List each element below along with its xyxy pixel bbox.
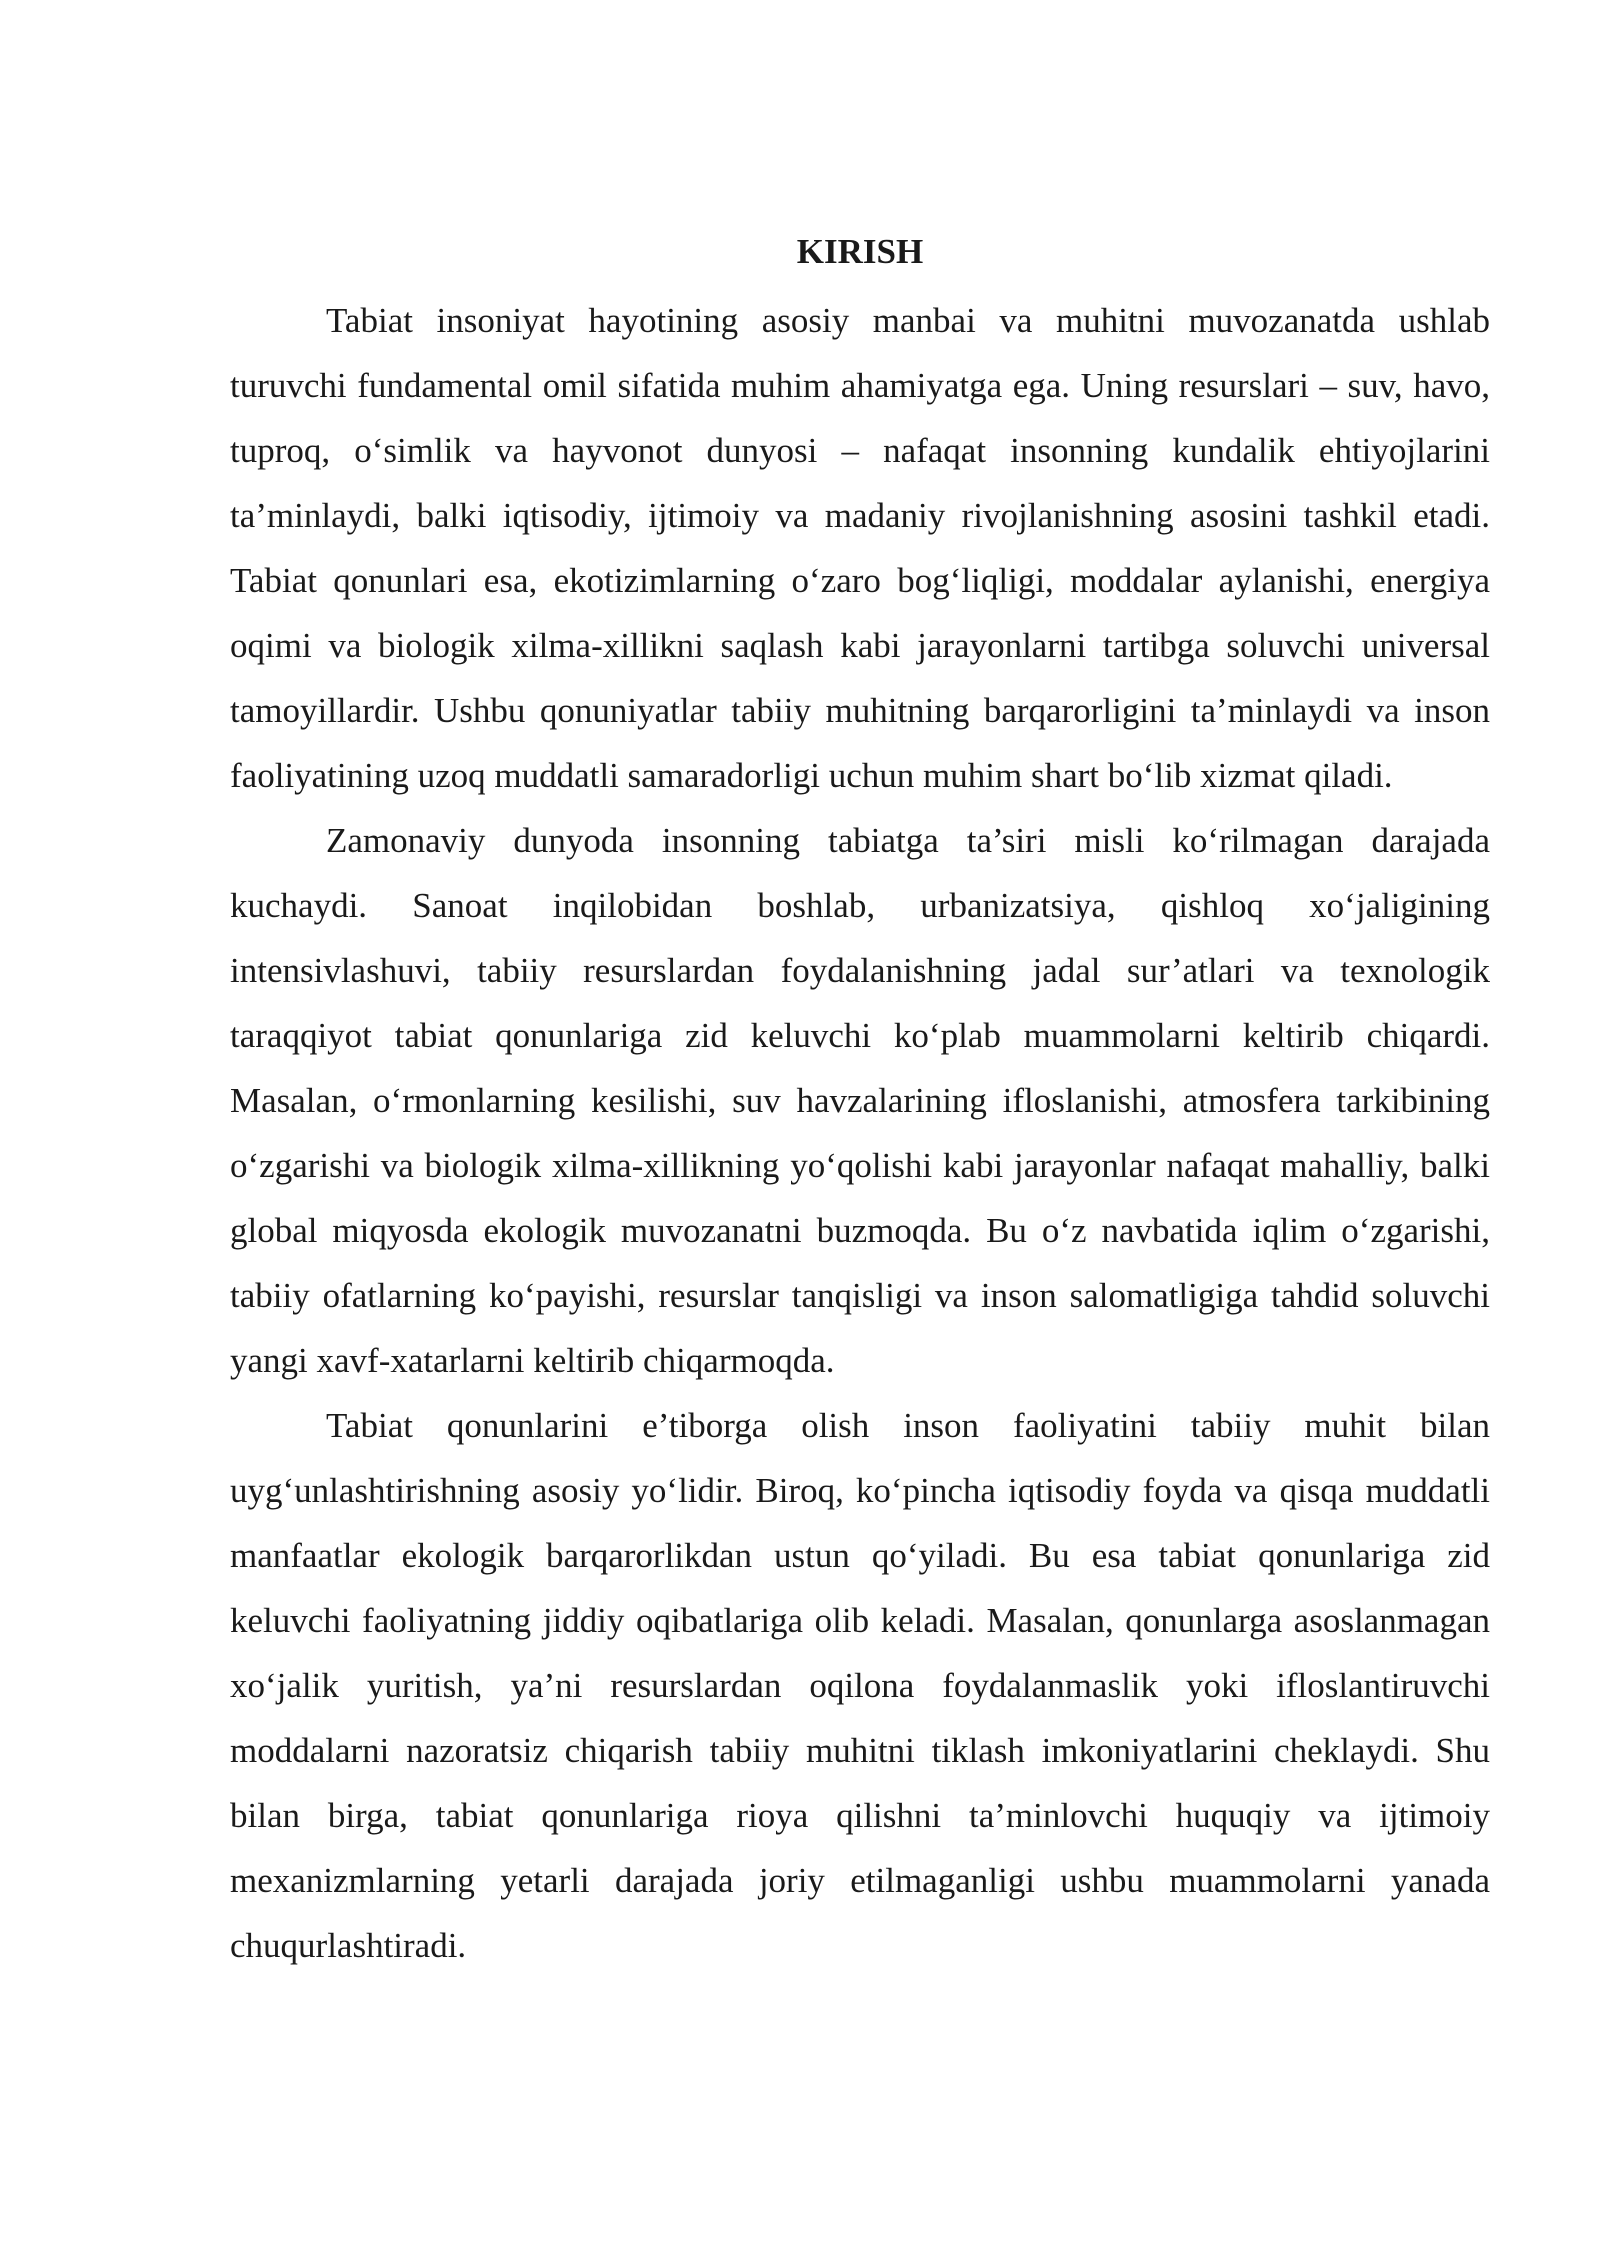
page-title: KIRISH xyxy=(796,232,924,271)
paragraph-3: Tabiat qonunlarini e’tiborga olish inson faoliyatini tabiiy muhit bilan uyg‘unlashtirishning asosiy yo‘lidir. Biroq, ko‘pincha iqtisodiy foyda va qisqa muddatli manfaatlar ekologik barqarorlikdan ustun qo‘yiladi. Bu esa tabiat qonunlariga zid keluvchi faoliyatning jiddiy oqibatlariga olib keladi. Masalan, qonunlarga asoslanmagan xo‘jalik yuritish, ya’ni resurslardan oqilona foydalanmaslik yoki ifloslantiruvchi moddalarni nazoratsiz chiqarish tabiiy muhitni tiklash imkoniyatlarini cheklaydi. Shu bilan birga, tabiat qonunlariga rioya qilishni ta’minlovchi huquqiy va ijtimoiy mexanizmlarning yetarli darajada joriy etilmaganligi ushbu muammolarni yanada chuqurlashtiradi. xyxy=(230,1406,1490,1965)
paragraph-2: Zamonaviy dunyoda insonning tabiatga ta’siri misli ko‘rilmagan darajada kuchaydi. Sanoat inqilobidan boshlab, urbanizatsiya, qishloq xo‘jaligining intensivlashuvi, tabiiy resurslardan foydalanishning jadal sur’atlari va texnologik taraqqiyot tabiat qonunlariga zid keluvchi ko‘plab muammolarni keltirib chiqardi. Masalan, o‘rmonlarning kesilishi, suv havzalarining ifloslanishi, atmosfera tarkibining o‘zgarishi va biologik xilma-xillikning yo‘qolishi kabi jarayonlar nafaqat mahalliy, balki global miqyosda ekologik muvozanatni buzmoqda. Bu o‘z navbatida iqlim o‘zgarishi, tabiiy ofatlarning ko‘payishi, resurslar tanqisligi va inson salomatligiga tahdid soluvchi yangi xavf-xatarlarni keltirib chiqarmoqda. xyxy=(230,821,1490,1380)
paragraph-1: Tabiat insoniyat hayotining asosiy manbai va muhitni muvozanatda ushlab turuvchi fundamental omil sifatida muhim ahamiyatga ega. Uning resurslari – suv, havo, tuproq, o‘simlik va hayvonot dunyosi – nafaqat insonning kundalik ehtiyojlarini ta’minlaydi, balki iqtisodiy, ijtimoiy va madaniy rivojlanishning asosini tashkil etadi. Tabiat qonunlari esa, ekotizimlarning o‘zaro bog‘liqligi, moddalar aylanishi, energiya oqimi va biologik xilma-xillikni saqlash kabi jarayonlarni tartibga soluvchi universal tamoyillardir. Ushbu qonuniyatlar tabiiy muhitning barqarorligini ta’minlaydi va inson faoliyatining uzoq muddatli samaradorligi uchun muhim shart bo‘lib xizmat qiladi. xyxy=(230,301,1490,795)
document-body xyxy=(230,222,1490,1978)
